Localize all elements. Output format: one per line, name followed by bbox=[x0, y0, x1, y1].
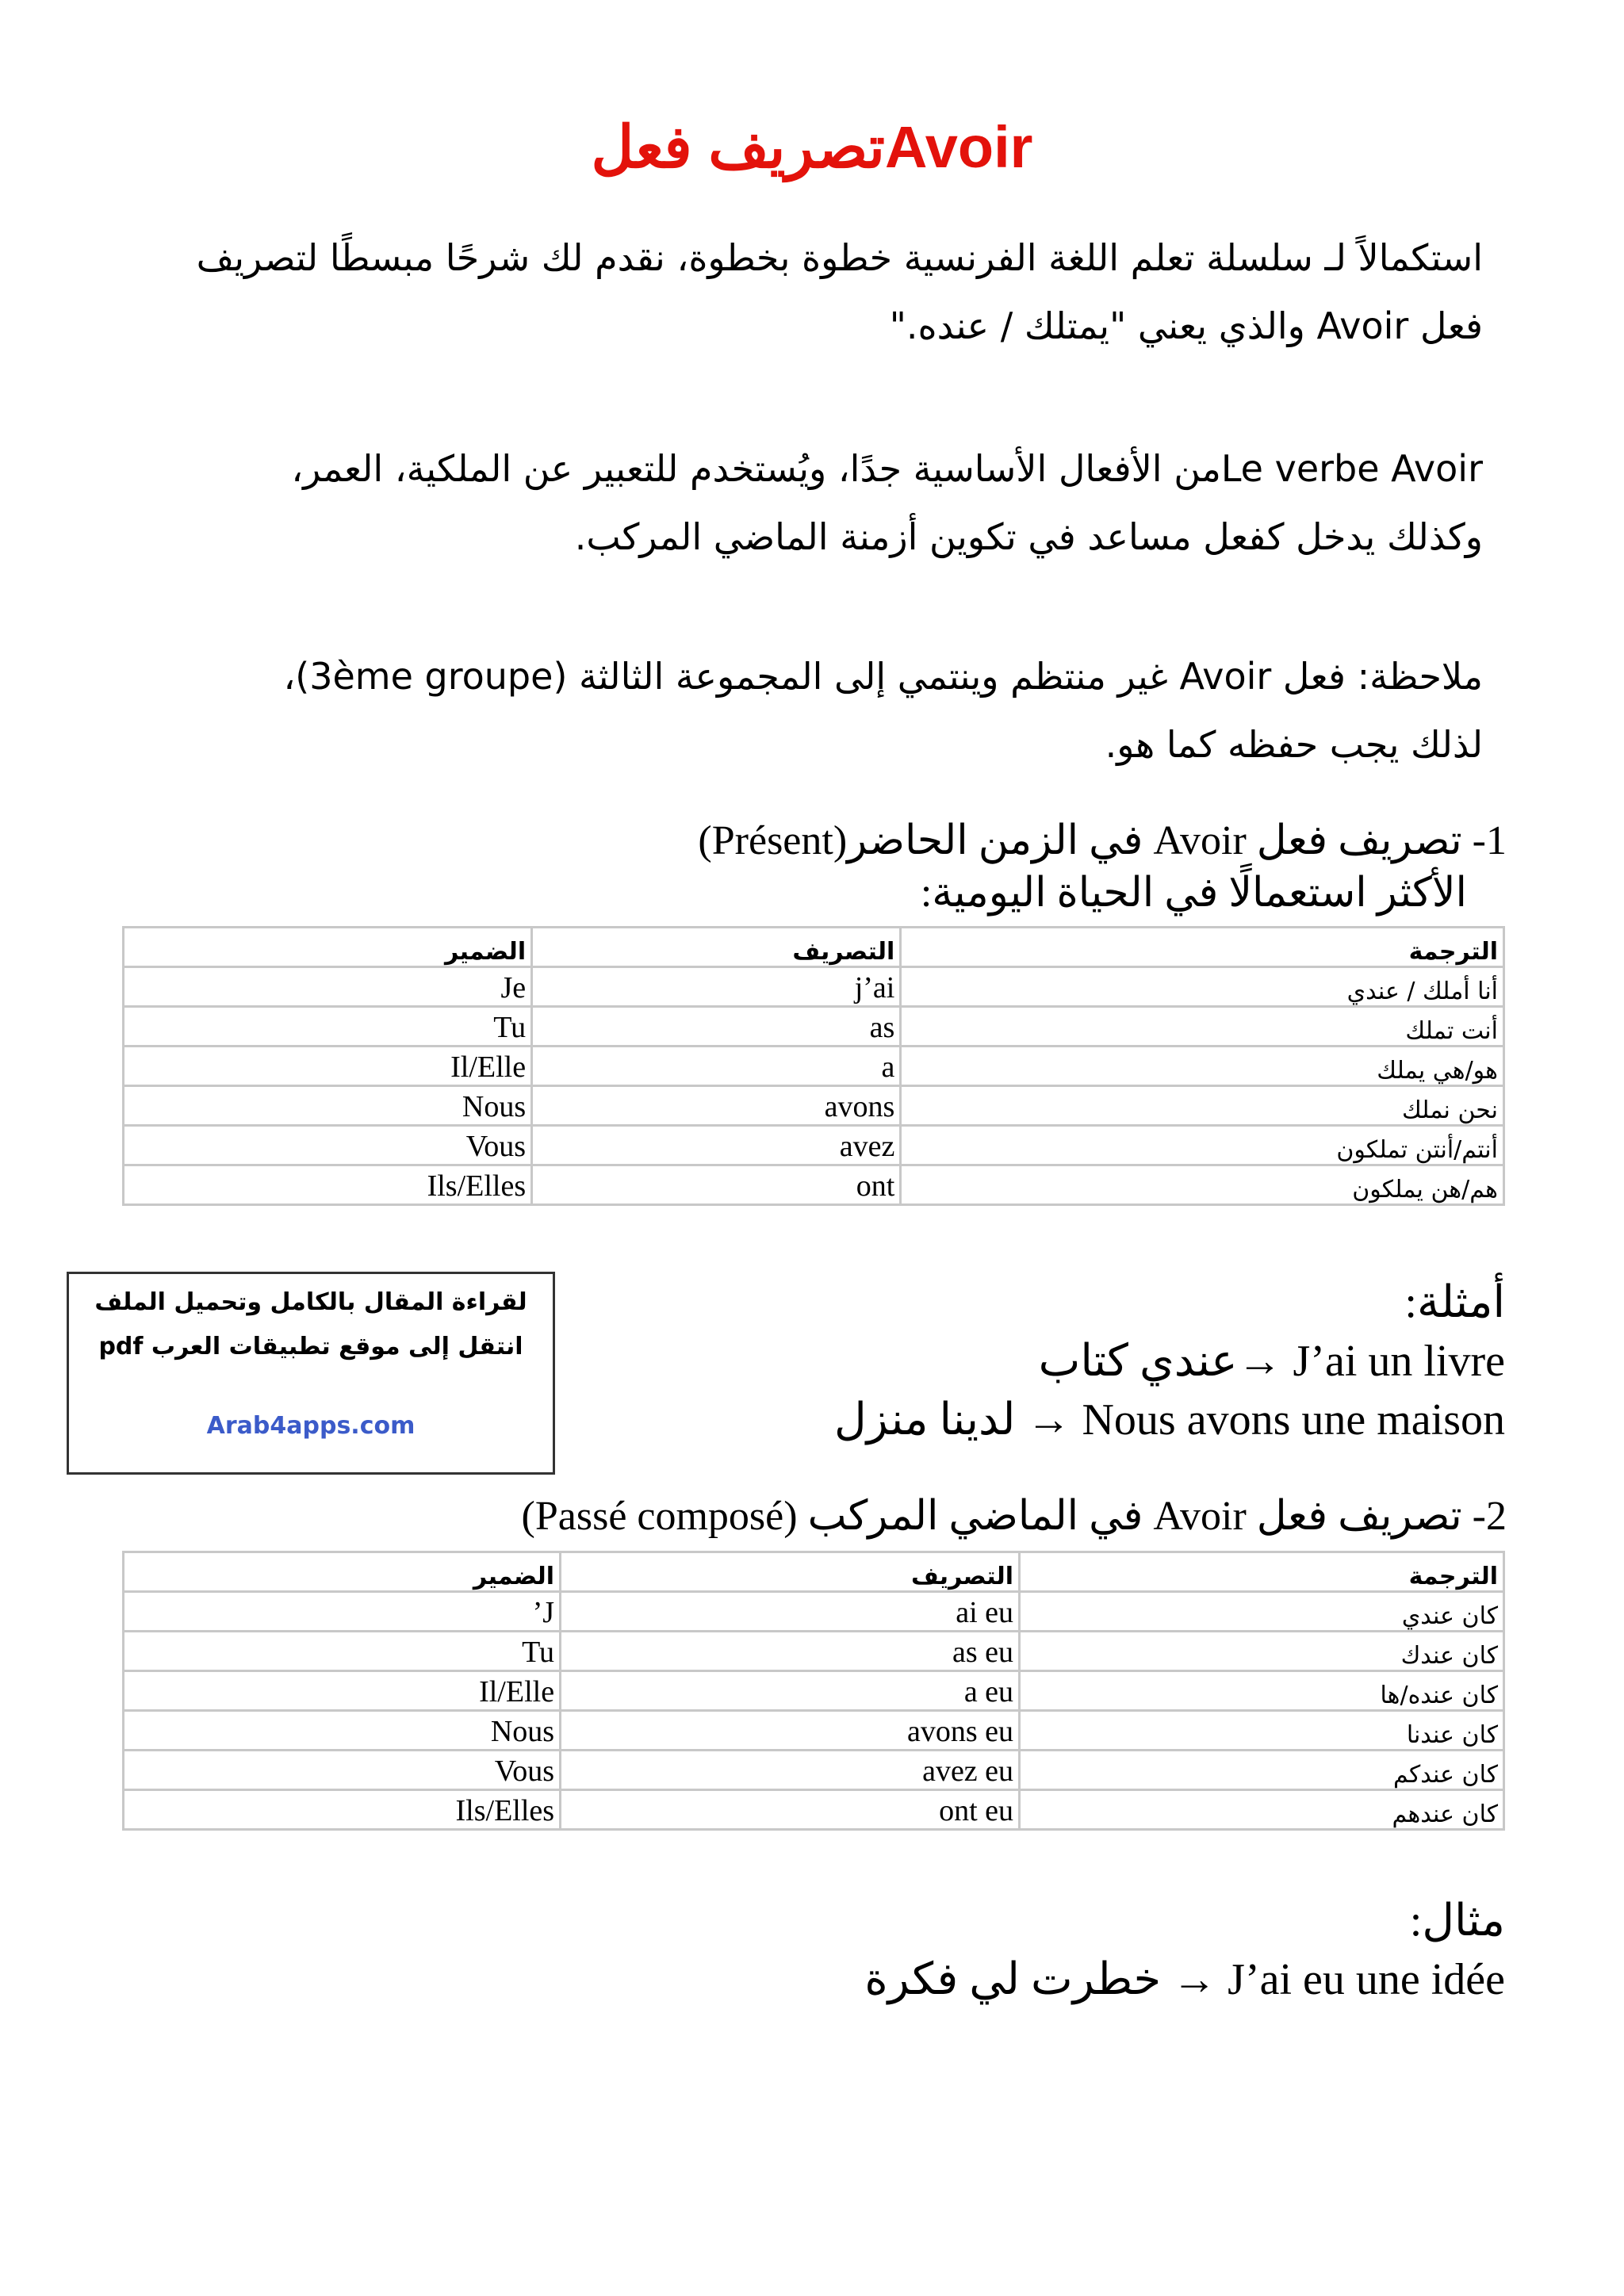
table-row bbox=[124, 1126, 1504, 1165]
translation-cell: نحن نملك bbox=[901, 1086, 1504, 1126]
table-row bbox=[124, 1671, 1504, 1711]
conjugation-cell: avez eu bbox=[561, 1751, 1020, 1790]
promo-line: انتقل إلى موقع تطبيقات العرب pdf bbox=[98, 1333, 523, 1360]
example-sentence: J’ai eu une idée → خطرت لي فكرة bbox=[864, 1955, 1505, 2004]
table-row bbox=[124, 1007, 1504, 1047]
description-line: Le verbe Avoirمن الأفعال الأساسية جدًا، ويُستخدم للتعبير عن الملكية، العمر، bbox=[291, 447, 1483, 490]
table-row bbox=[124, 1047, 1504, 1086]
table-row bbox=[124, 1592, 1504, 1632]
pronoun-cell: Nous bbox=[124, 1711, 561, 1751]
conjugation-cell: as bbox=[532, 1007, 901, 1047]
pronoun-cell: Je bbox=[124, 967, 532, 1007]
conjugation-cell: as eu bbox=[561, 1632, 1020, 1671]
translation-cell: هم/هن يملكون bbox=[901, 1165, 1504, 1205]
pronoun-cell: Vous bbox=[124, 1126, 532, 1165]
note-line: لذلك يجب حفظه كما هو. bbox=[1105, 723, 1483, 766]
translation-cell: كان عندنا bbox=[1020, 1711, 1504, 1751]
promo-website-link[interactable]: Arab4apps.com bbox=[206, 1412, 416, 1440]
section1-subheading: الأكثر استعمالًا في الحياة اليومية: bbox=[920, 871, 1467, 916]
conjugation-cell: a bbox=[532, 1047, 901, 1086]
example-sentence: Nous avons une maison → لدينا منزل bbox=[834, 1395, 1505, 1445]
section1-heading: 1- تصريف فعل Avoir في الزمن الحاضر(Présent) bbox=[698, 818, 1507, 863]
intro-line: فعل Avoir والذي يعني "يمتلك / عنده." bbox=[889, 304, 1483, 347]
header-translation: الترجمة bbox=[901, 928, 1504, 967]
header-pronoun: الضمير bbox=[124, 928, 532, 967]
intro-paragraph bbox=[182, 224, 1483, 360]
description-line: وكذلك يدخل كفعل مساعد في تكوين أزمنة الماضي المركب. bbox=[574, 515, 1483, 558]
header-conjugation: التصريف bbox=[561, 1552, 1020, 1592]
conjugation-cell: a eu bbox=[561, 1671, 1020, 1711]
header-conjugation: التصريف bbox=[532, 928, 901, 967]
header-translation: الترجمة bbox=[1020, 1552, 1504, 1592]
note-paragraph bbox=[182, 642, 1483, 779]
conjugation-cell: ont eu bbox=[561, 1790, 1020, 1830]
note-line: ملاحظة: فعل Avoir غير منتظم وينتمي إلى المجموعة الثالثة (3ème groupe)، bbox=[283, 655, 1483, 698]
conjugation-cell: avez bbox=[532, 1126, 901, 1165]
conjugation-cell: avons eu bbox=[561, 1711, 1020, 1751]
promo-line: لقراءة المقال بالكامل وتحميل الملف bbox=[94, 1288, 527, 1316]
pronoun-cell: Tu bbox=[124, 1632, 561, 1671]
examples-label: أمثلة: bbox=[1404, 1278, 1505, 1327]
conjugation-cell: avons bbox=[532, 1086, 901, 1126]
translation-cell: كان عندهم bbox=[1020, 1790, 1504, 1830]
intro-line: استكمالاً لـ سلسلة تعلم اللغة الفرنسية خطوة بخطوة، نقدم لك شرحًا مبسطًا لتصريف bbox=[196, 236, 1483, 279]
table-row bbox=[124, 1165, 1504, 1205]
pronoun-cell: Nous bbox=[124, 1086, 532, 1126]
promo-box bbox=[67, 1272, 555, 1475]
description-paragraph bbox=[182, 434, 1483, 571]
present-conjugation-table bbox=[122, 926, 1505, 1206]
pronoun-cell: Ils/Elles bbox=[124, 1165, 532, 1205]
header-pronoun: الضمير bbox=[124, 1552, 561, 1592]
example-label: مثال: bbox=[1409, 1896, 1505, 1946]
table-row bbox=[124, 1751, 1504, 1790]
table-row bbox=[124, 1086, 1504, 1126]
translation-cell: أنا أملك / عندي bbox=[901, 967, 1504, 1007]
translation-cell: كان عنده/ها bbox=[1020, 1671, 1504, 1711]
table-row bbox=[124, 967, 1504, 1007]
section2-heading: 2- تصريف فعل Avoir في الماضي المركب (Passé composé) bbox=[521, 1494, 1507, 1539]
pronoun-cell: Il/Elle bbox=[124, 1671, 561, 1711]
example-sentence: J’ai un livre →عندي كتاب bbox=[1038, 1337, 1505, 1386]
page-title: تصريف فعلAvoir bbox=[591, 114, 1033, 180]
table-header-row bbox=[124, 928, 1504, 967]
table-row bbox=[124, 1632, 1504, 1671]
conjugation-cell: j’ai bbox=[532, 967, 901, 1007]
translation-cell: هو/هي يملك bbox=[901, 1047, 1504, 1086]
translation-cell: كان عندكم bbox=[1020, 1751, 1504, 1790]
table-row bbox=[124, 1711, 1504, 1751]
translation-cell: كان عندي bbox=[1020, 1592, 1504, 1632]
translation-cell: كان عندك bbox=[1020, 1632, 1504, 1671]
translation-cell: أنتم/أنتن تملكون bbox=[901, 1126, 1504, 1165]
pronoun-cell: Ils/Elles bbox=[124, 1790, 561, 1830]
translation-cell: أنت تملك bbox=[901, 1007, 1504, 1047]
passe-compose-table bbox=[122, 1551, 1505, 1831]
pronoun-cell: Il/Elle bbox=[124, 1047, 532, 1086]
pronoun-cell: Vous bbox=[124, 1751, 561, 1790]
example-block bbox=[553, 1892, 1505, 2009]
pronoun-cell: J’ bbox=[124, 1592, 561, 1632]
table-row bbox=[124, 1790, 1504, 1830]
conjugation-cell: ont bbox=[532, 1165, 901, 1205]
examples-block bbox=[553, 1273, 1505, 1449]
table-header-row bbox=[124, 1552, 1504, 1592]
conjugation-cell: ai eu bbox=[561, 1592, 1020, 1632]
pronoun-cell: Tu bbox=[124, 1007, 532, 1047]
